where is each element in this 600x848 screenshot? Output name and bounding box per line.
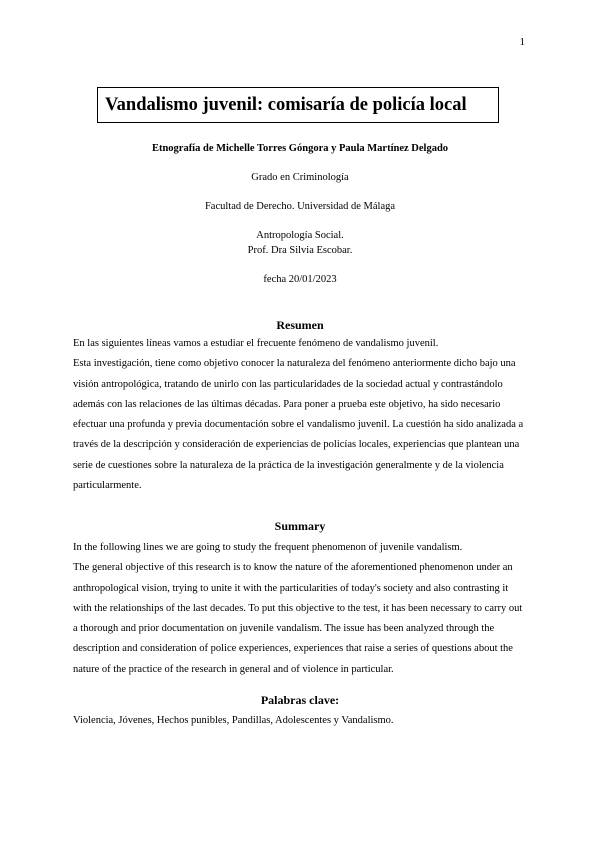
professor: Prof. Dra Silvia Escobar.: [247, 245, 353, 256]
resumen-heading: Resumen: [276, 318, 324, 332]
summary-body: [73, 538, 528, 680]
resumen-paragraph: En las siguientes líneas vamos a estudiar el frecuente fenómeno de vandalismo juvenil.: [73, 338, 439, 349]
title-box: [97, 87, 499, 123]
document-title: Vandalismo juvenil: comisaría de policía local: [105, 95, 467, 115]
date: fecha 20/01/2023: [263, 274, 337, 285]
course: Antropología Social.: [256, 230, 344, 241]
resumen-paragraph: Esta investigación, tiene como objetivo conocer la naturaleza del fenómeno anteriormente dicho bajo una visión antropológica, tratando de unirlo con las particularidades de la sociedad actual y contrastándolo además con las relaciones de las últimas décadas. Para poner a prueba este objetivo, ha sido necesario efectuar una profunda y previa documentación sobre el vandalismo juvenil. La cuestión ha sido analizada a través de la descripción y consideración de experiencias de policías locales, experiencias que plantean una serie de cuestiones sobre la naturaleza de la práctica de la investigación generalmente y de la violencia particularmente.: [73, 358, 524, 492]
degree: Grado en Criminología: [251, 172, 349, 183]
summary-paragraph: In the following lines we are going to study the frequent phenomenon of juvenile vandalism.: [73, 542, 463, 553]
keywords-heading: Palabras clave:: [260, 693, 340, 707]
authors: Etnografía de Michelle Torres Góngora y Paula Martínez Delgado: [151, 143, 449, 154]
resumen-body: [73, 334, 528, 496]
summary-heading: Summary: [274, 519, 326, 533]
faculty: Facultad de Derecho. Universidad de Málaga: [204, 201, 396, 212]
summary-paragraph: The general objective of this research is to know the nature of the aforementioned phenomenon under an anthropological vision, trying to unite it with the particularities of today's society and also contrasting it with the relationships of the last decades. To put this objective to the test, it has been necessary to carry out a thorough and prior documentation on juvenile vandalism. The issue has been analyzed through the description and consideration of police experiences, experiences that raise a series of questions about the nature of the practice of the research in general and of violence in particular.: [73, 562, 523, 675]
keywords-text: Violencia, Jóvenes, Hechos punibles, Pandillas, Adolescentes y Vandalismo.: [73, 715, 394, 726]
page-number: 1: [519, 36, 525, 48]
